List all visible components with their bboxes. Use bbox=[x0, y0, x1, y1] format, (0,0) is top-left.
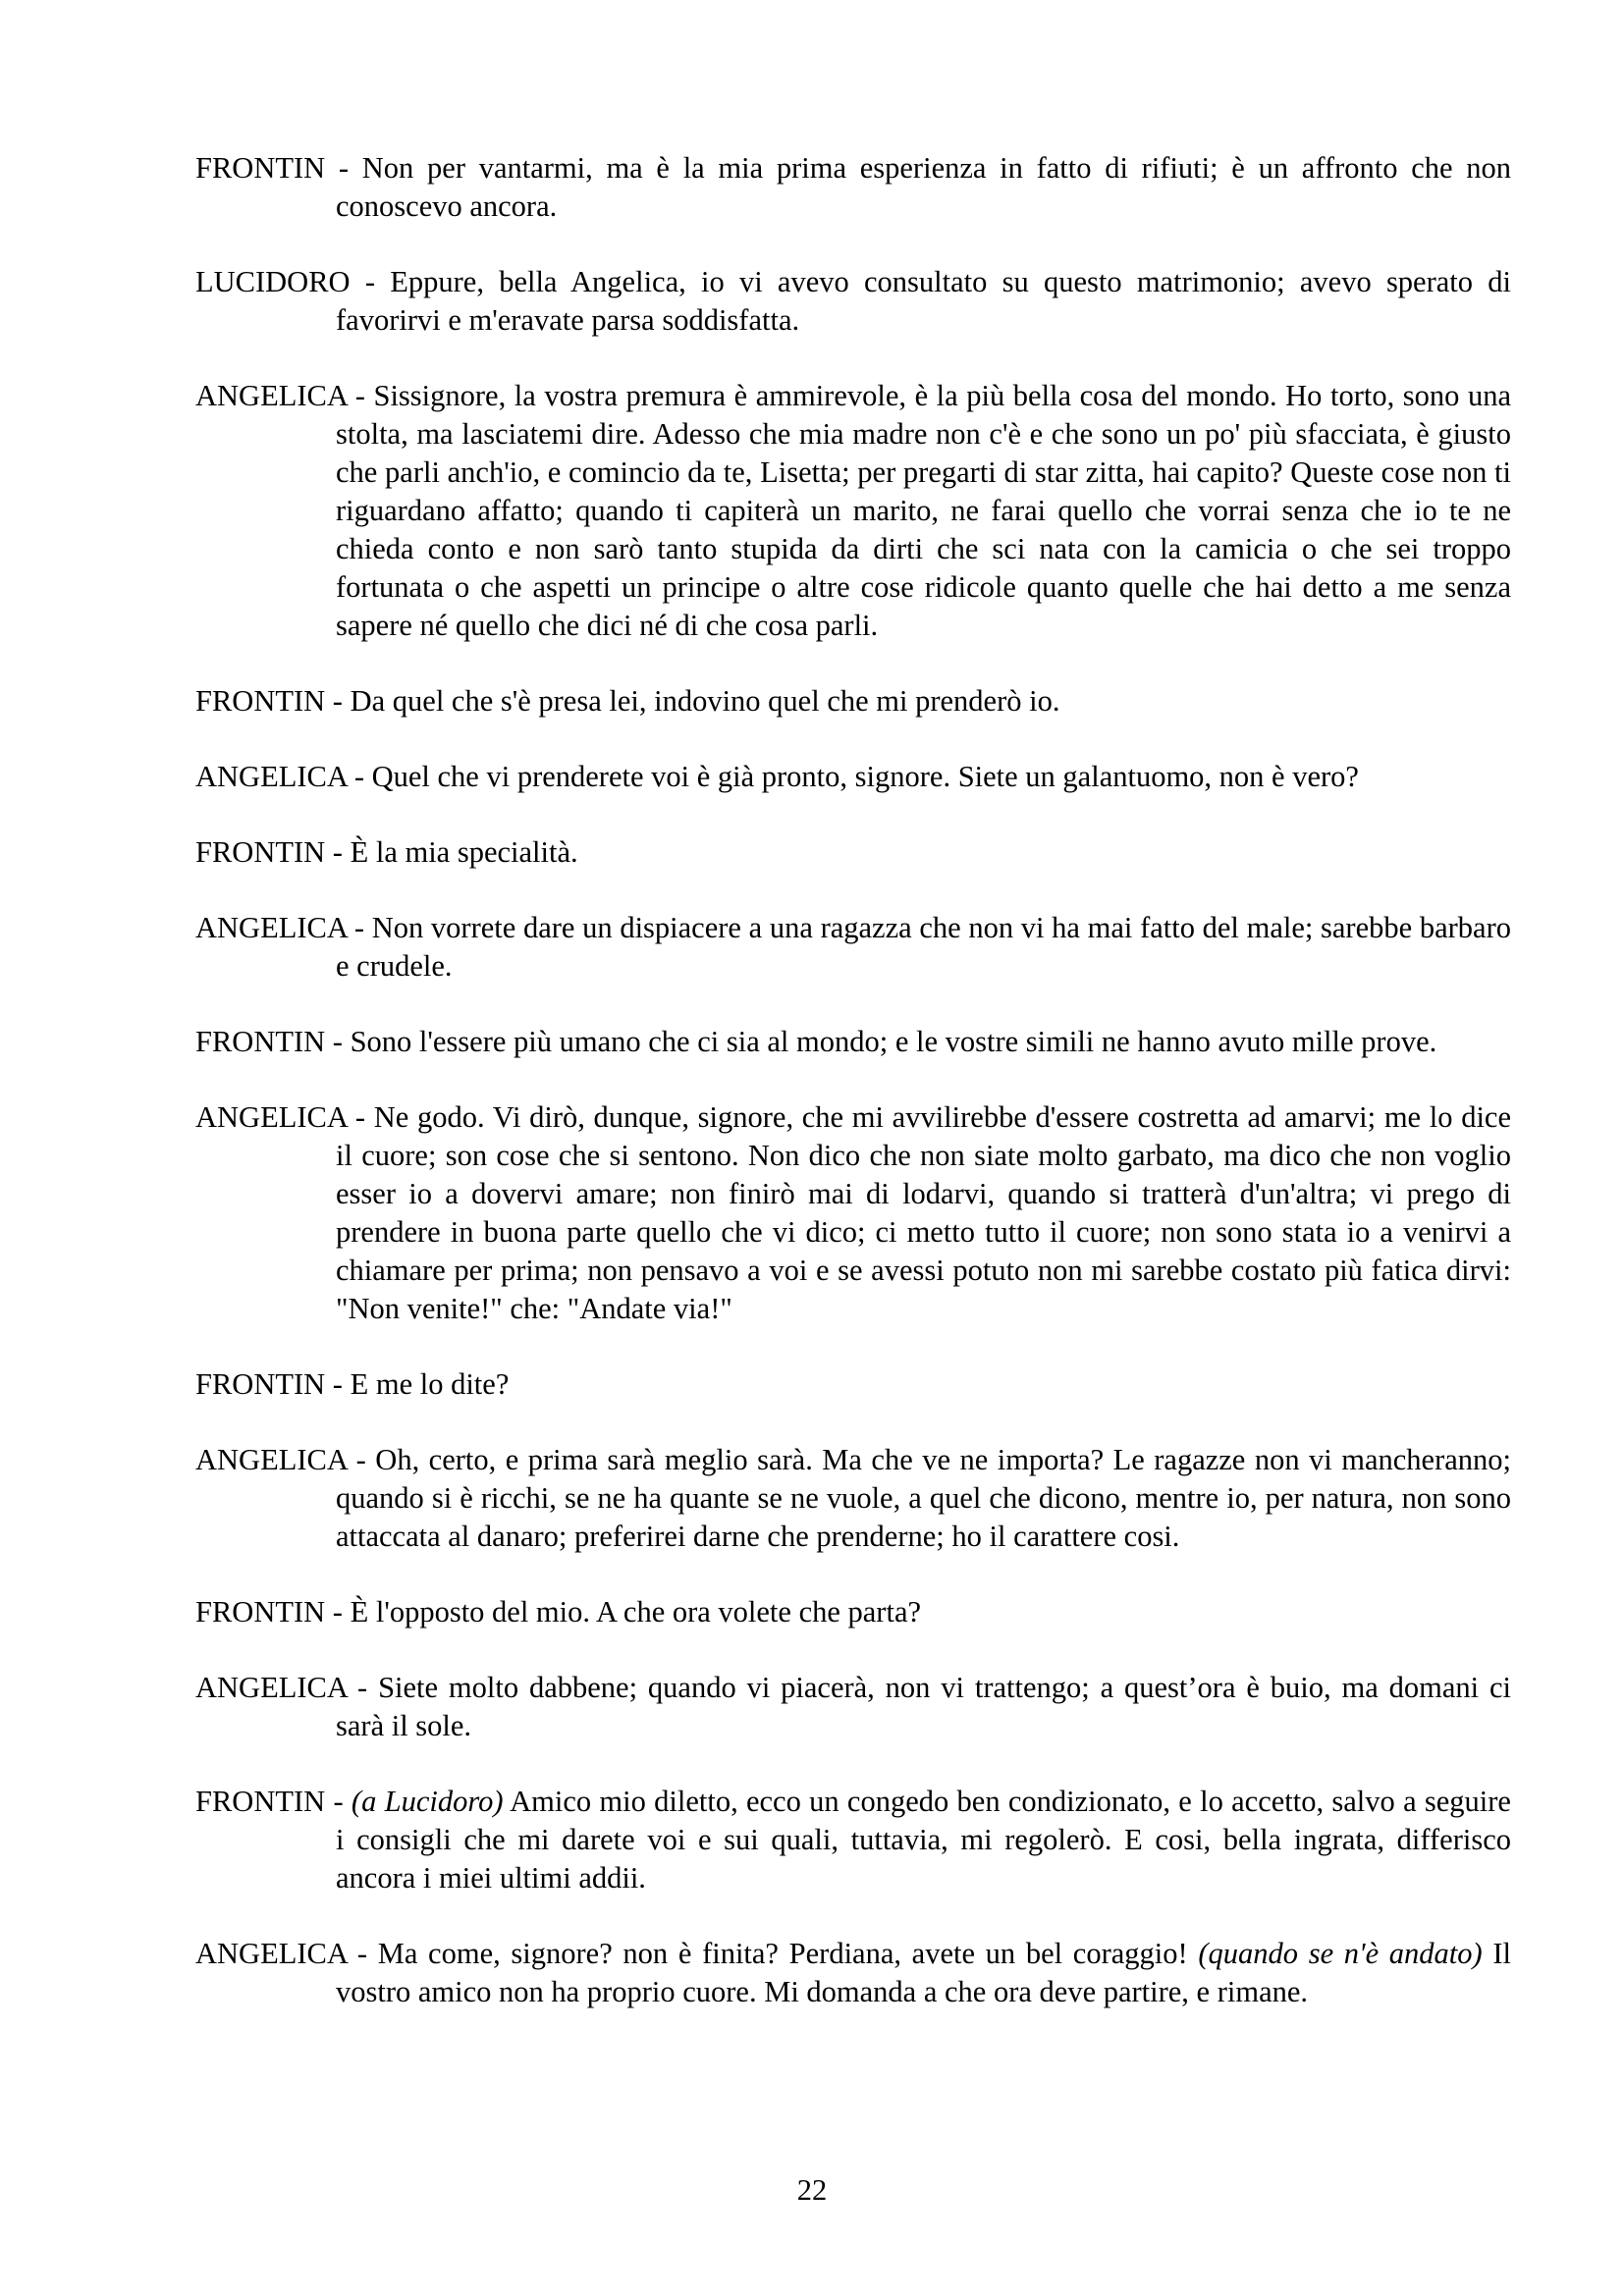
speaker-name: FRONTIN bbox=[195, 1367, 326, 1401]
dialogue-line: FRONTIN - Non per vantarmi, ma è la mia prima esperienza in fatto di rifiuti; è un affronto che non conoscevo ancora. bbox=[195, 151, 1511, 223]
speaker-name: FRONTIN bbox=[195, 835, 326, 869]
dialogue-text: Quel che vi prenderete voi è già pronto, signore. Siete un galantuomo, non è vero? bbox=[371, 760, 1359, 793]
speaker-name: ANGELICA bbox=[195, 379, 348, 412]
dialogue-text: Oh, certo, e prima sarà meglio sarà. Ma che ve ne importa? Le ragazze non vi mancheranno; quando si è ricchi, se ne ha quante se ne vuole, a quel che dicono, mentre io, per natura, non sono attaccata al danaro; preferirei darne che prenderne; ho il carattere cosi. bbox=[336, 1443, 1511, 1553]
speaker-name: FRONTIN bbox=[195, 151, 326, 185]
stage-direction: (quando se n'è andato) bbox=[1198, 1937, 1483, 1970]
speaker-name: FRONTIN bbox=[195, 1785, 326, 1818]
page-number: 22 bbox=[796, 2173, 828, 2207]
dialogue-line: FRONTIN - (a Lucidoro) Amico mio diletto, ecco un congedo ben condizionato, e lo accetto, salvo a seguire i consigli che mi darete voi e sui quali, tuttavia, mi regolerò. E cosi, bella ingrata, differisco ancora i miei ultimi addii. bbox=[195, 1785, 1511, 1895]
dialogue-line: ANGELICA - Ne godo. Vi dirò, dunque, signore, che mi avvilirebbe d'essere costretta ad amarvi; me lo dice il cuore; son cose che si sentono. Non dico che non siate molto garbato, ma dico che non voglio esser io a dovervi amare; non finirò mai di lodarvi, quando si tratterà d'un'altra; vi prego di prendere in buona parte quello che vi dico; ci metto tutto il cuore; non sono stata io a venirvi a chiamare per prima; non pensavo a voi e se avessi potuto non mi sarebbe costato più fatica dirvi: "Non venite!" che: "Andate via!" bbox=[195, 1100, 1511, 1325]
speaker-name: FRONTIN bbox=[195, 1595, 326, 1629]
dialogue-line: FRONTIN - Da quel che s'è presa lei, indovino quel che mi prenderò io. bbox=[195, 684, 1060, 718]
script-page bbox=[195, 149, 1511, 2049]
dialogue-text: Da quel che s'è presa lei, indovino quel che mi prenderò io. bbox=[350, 684, 1060, 718]
speaker-name: FRONTIN bbox=[195, 684, 326, 718]
dialogue-text: Siete molto dabbene; quando vi piacerà, non vi trattengo; a quest’ora è buio, ma domani ci sarà il sole. bbox=[336, 1671, 1511, 1742]
dialogue-line: FRONTIN - È la mia specialità. bbox=[195, 835, 578, 869]
dialogue-line: ANGELICA - Ma come, signore? non è finita? Perdiana, avete un bel coraggio! (quando se n'è andato) Il vostro amico non ha proprio cuore. Mi domanda a che ora deve partire, e rimane. bbox=[195, 1937, 1512, 2008]
speaker-name: ANGELICA bbox=[195, 760, 348, 793]
dialogue-line: FRONTIN - E me lo dite? bbox=[195, 1367, 510, 1401]
dialogue-text: È l'opposto del mio. A che ora volete che parta? bbox=[350, 1595, 922, 1629]
speaker-name: LUCIDORO bbox=[195, 265, 351, 298]
speaker-name: ANGELICA bbox=[195, 1443, 348, 1476]
dialogue-text: Non vorrete dare un dispiacere a una ragazza che non vi ha mai fatto del male; sarebbe barbaro e crudele. bbox=[336, 911, 1511, 983]
speaker-name: ANGELICA bbox=[195, 1937, 348, 1970]
stage-direction: (a Lucidoro) bbox=[351, 1785, 504, 1818]
speaker-name: FRONTIN bbox=[195, 1025, 326, 1058]
dialogue-line: ANGELICA - Sissignore, la vostra premura è ammirevole, è la più bella cosa del mondo. Ho torto, sono una stolta, ma lasciatemi dire. Adesso che mia madre non c'è e che sono un po' più sfacciata, è giusto che parli anch'io, e comincio da te, Lisetta; per pregarti di star zitta, hai capito? Queste cose non ti riguardano affatto; quando ti capiterà un marito, ne farai quello che vorrai senza che io te ne chieda conto e non sarò tanto stupida da dirti che sci nata con la camicia o che sei troppo fortunata o che aspetti un principe o altre cose ridicole quanto quelle che hai detto a me senza sapere né quello che dici né di che cosa parli. bbox=[195, 379, 1511, 642]
dialogue-line: FRONTIN - È l'opposto del mio. A che ora volete che parta? bbox=[195, 1595, 922, 1629]
dialogue-text: Sono l'essere più umano che ci sia al mondo; e le vostre simili ne hanno avuto mille prove. bbox=[350, 1025, 1437, 1058]
dialogue-text: Amico mio diletto, ecco un congedo ben condizionato, e lo accetto, salvo a seguire i consigli che mi darete voi e sui quali, tuttavia, mi regolerò. E cosi, bella ingrata, differisco ancora i miei ultimi addii. bbox=[336, 1785, 1511, 1895]
dialogue-line: ANGELICA - Siete molto dabbene; quando vi piacerà, non vi trattengo; a quest’ora è buio, ma domani ci sarà il sole. bbox=[195, 1671, 1511, 1742]
dialogue-line: ANGELICA - Non vorrete dare un dispiacere a una ragazza che non vi ha mai fatto del male; sarebbe barbaro e crudele. bbox=[195, 911, 1511, 983]
dialogue-line: FRONTIN - Sono l'essere più umano che ci sia al mondo; e le vostre simili ne hanno avuto mille prove. bbox=[195, 1025, 1437, 1058]
speaker-name: ANGELICA bbox=[195, 1100, 348, 1134]
dialogue-line: ANGELICA - Oh, certo, e prima sarà meglio sarà. Ma che ve ne importa? Le ragazze non vi mancheranno; quando si è ricchi, se ne ha quante se ne vuole, a quel che dicono, mentre io, per natura, non sono attaccata al danaro; preferirei darne che prenderne; ho il carattere cosi. bbox=[195, 1443, 1511, 1553]
dialogue-line: LUCIDORO - Eppure, bella Angelica, io vi avevo consultato su questo matrimonio; avevo sperato di favorirvi e m'eravate parsa soddisfatta. bbox=[195, 265, 1511, 337]
dialogue-text: Eppure, bella Angelica, io vi avevo consultato su questo matrimonio; avevo sperato di favorirvi e m'eravate parsa soddisfatta. bbox=[336, 265, 1511, 337]
dialogue-text: Sissignore, la vostra premura è ammirevole, è la più bella cosa del mondo. Ho torto, sono una stolta, ma lasciatemi dire. Adesso che mia madre non c'è e che sono un po' più sfacciata, è giusto che parli anch'io, e comincio da te, Lisetta; per pregarti di star zitta, hai capito? Queste cose non ti riguardano affatto; quando ti capiterà un marito, ne farai quello che vorrai senza che io te ne chieda conto e non sarò tanto stupida da dirti che sci nata con la camicia o che sei troppo fortunata o che aspetti un principe o altre cose ridicole quanto quelle che hai detto a me senza sapere né quello che dici né di che cosa parli. bbox=[336, 379, 1511, 642]
dialogue-text: Il vostro amico non ha proprio cuore. Mi domanda a che ora deve partire, e rimane. bbox=[336, 1937, 1512, 2008]
dialogue-text: E me lo dite? bbox=[350, 1367, 510, 1401]
dialogue-text: Ne godo. Vi dirò, dunque, signore, che mi avvilirebbe d'essere costretta ad amarvi; me lo dice il cuore; son cose che si sentono. Non dico che non siate molto garbato, ma dico che non voglio esser io a dovervi amare; non finirò mai di lodarvi, quando si tratterà d'un'altra; vi prego di prendere in buona parte quello che vi dico; ci metto tutto il cuore; non sono stata io a venirvi a chiamare per prima; non pensavo a voi e se avessi potuto non mi sarebbe costato più fatica dirvi: "Non venite!" che: "Andate via!" bbox=[336, 1100, 1511, 1325]
dialogue-text: Ma come, signore? non è finita? Perdiana, avete un bel coraggio! bbox=[377, 1937, 1188, 1970]
speaker-name: ANGELICA bbox=[195, 911, 348, 944]
speaker-name: ANGELICA bbox=[195, 1671, 348, 1704]
dialogue-text: È la mia specialità. bbox=[350, 835, 578, 869]
dialogue-text: Non per vantarmi, ma è la mia prima esperienza in fatto di rifiuti; è un affronto che non conoscevo ancora. bbox=[336, 151, 1511, 223]
dialogue-line: ANGELICA - Quel che vi prenderete voi è già pronto, signore. Siete un galantuomo, non è vero? bbox=[195, 760, 1359, 793]
